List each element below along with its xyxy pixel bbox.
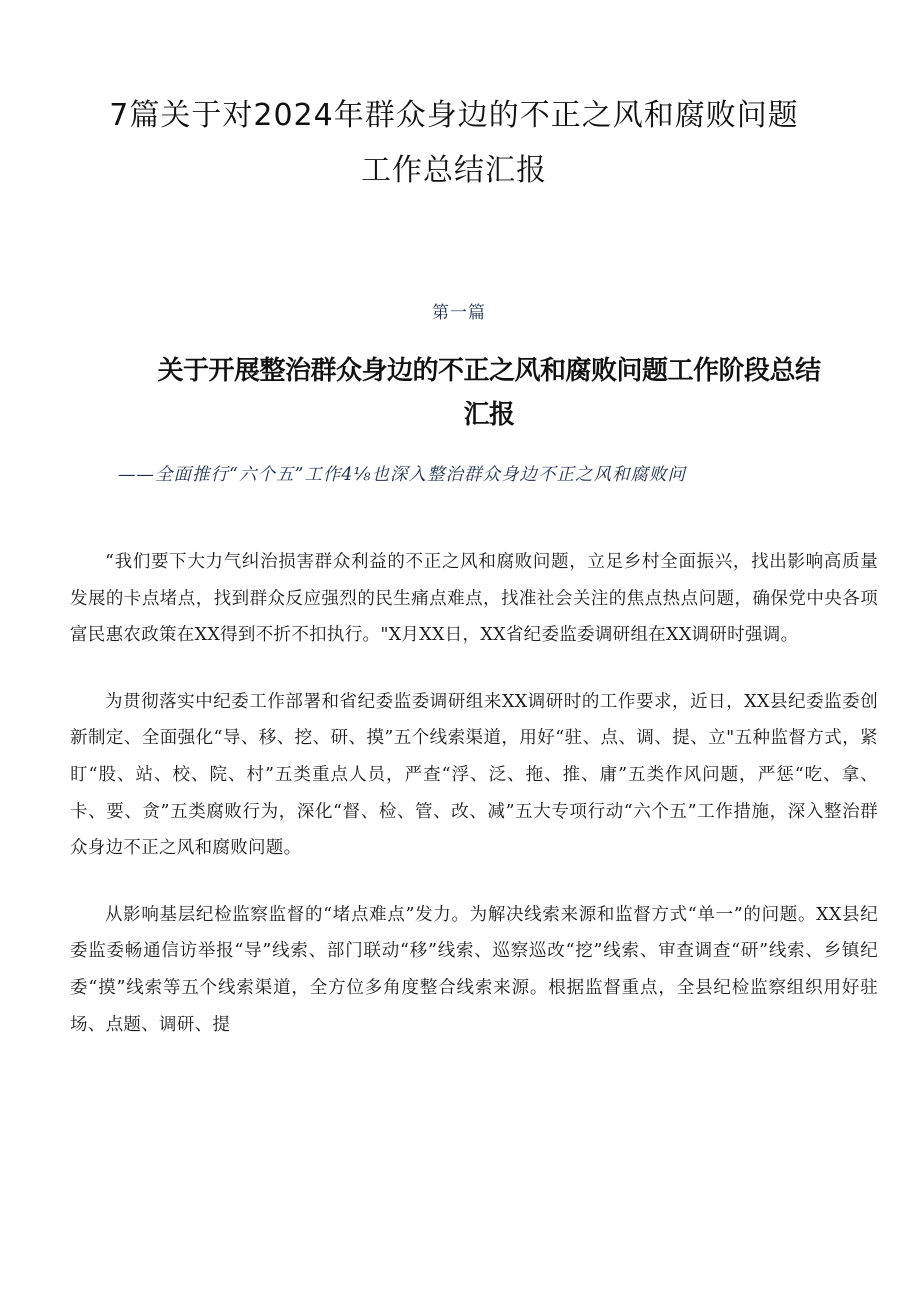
document-title — [70, 88, 878, 198]
paragraph-1: “我们要下大力气纠治损害群众利益的不正之风和腐败问题，立足乡村全面振兴，找出影响高质量发展的卡点堵点，找到群众反应强烈的民生痛点难点，找准社会关注的焦点热点问题，确保党中央各项富民惠农政策在XX得到不折不扣执行。"X月XX日，XX省纪委监委调研组在XX调研时强调。 — [70, 552, 878, 646]
document-title-line-1: 7篇关于对2024年群众身边的不正之风和腐败问题 — [109, 98, 799, 133]
article-subtitle: ——全面推行“六个五”工作4⅛也深入整治群众身边不正之风和腐败问 — [118, 465, 686, 485]
article-title-line-2: 汇报 — [463, 400, 515, 430]
article-title-line-1: 关于开展整治群众身边的不正之风和腐败问题工作阶段总结 — [157, 356, 821, 386]
paragraph-2: 为贯彻落实中纪委工作部署和省纪委监委调研组来XX调研时的工作要求，近日，XX县纪委监委创新制定、全面强化“导、移、挖、研、摸”五个线索渠道，用好“驻、点、调、提、立"五种监督方式，紧盯“股、站、校、院、村”五类重点人员，严查“浮、泛、拖、推、庸”五类作风问题，严惩“吃、拿、卡、要、贪”五类腐败行为，深化“督、检、管、改、减”五大专项行动“六个五”工作措施，深入整治群众身边不正之风和腐败问题。 — [70, 691, 878, 859]
article-title — [70, 349, 878, 437]
article-body — [70, 544, 878, 1043]
section-label: 第一篇 — [432, 303, 486, 323]
document-title-line-2: 工作总结汇报 — [361, 153, 547, 188]
paragraph-3: 从影响基层纪检监察监督的“堵点难点”发力。为解决线索来源和监督方式“单一”的问题。XX县纪委监委畅通信访举报“导”线索、部门联动“移”线索、巡察巡改“挖”线索、审查调查“研”线索、乡镇纪委“摸”线索等五个线索渠道，全方位多角度整合线索来源。根据监督重点，全县纪检监察组织用好驻场、点题、调研、提 — [70, 904, 878, 1035]
